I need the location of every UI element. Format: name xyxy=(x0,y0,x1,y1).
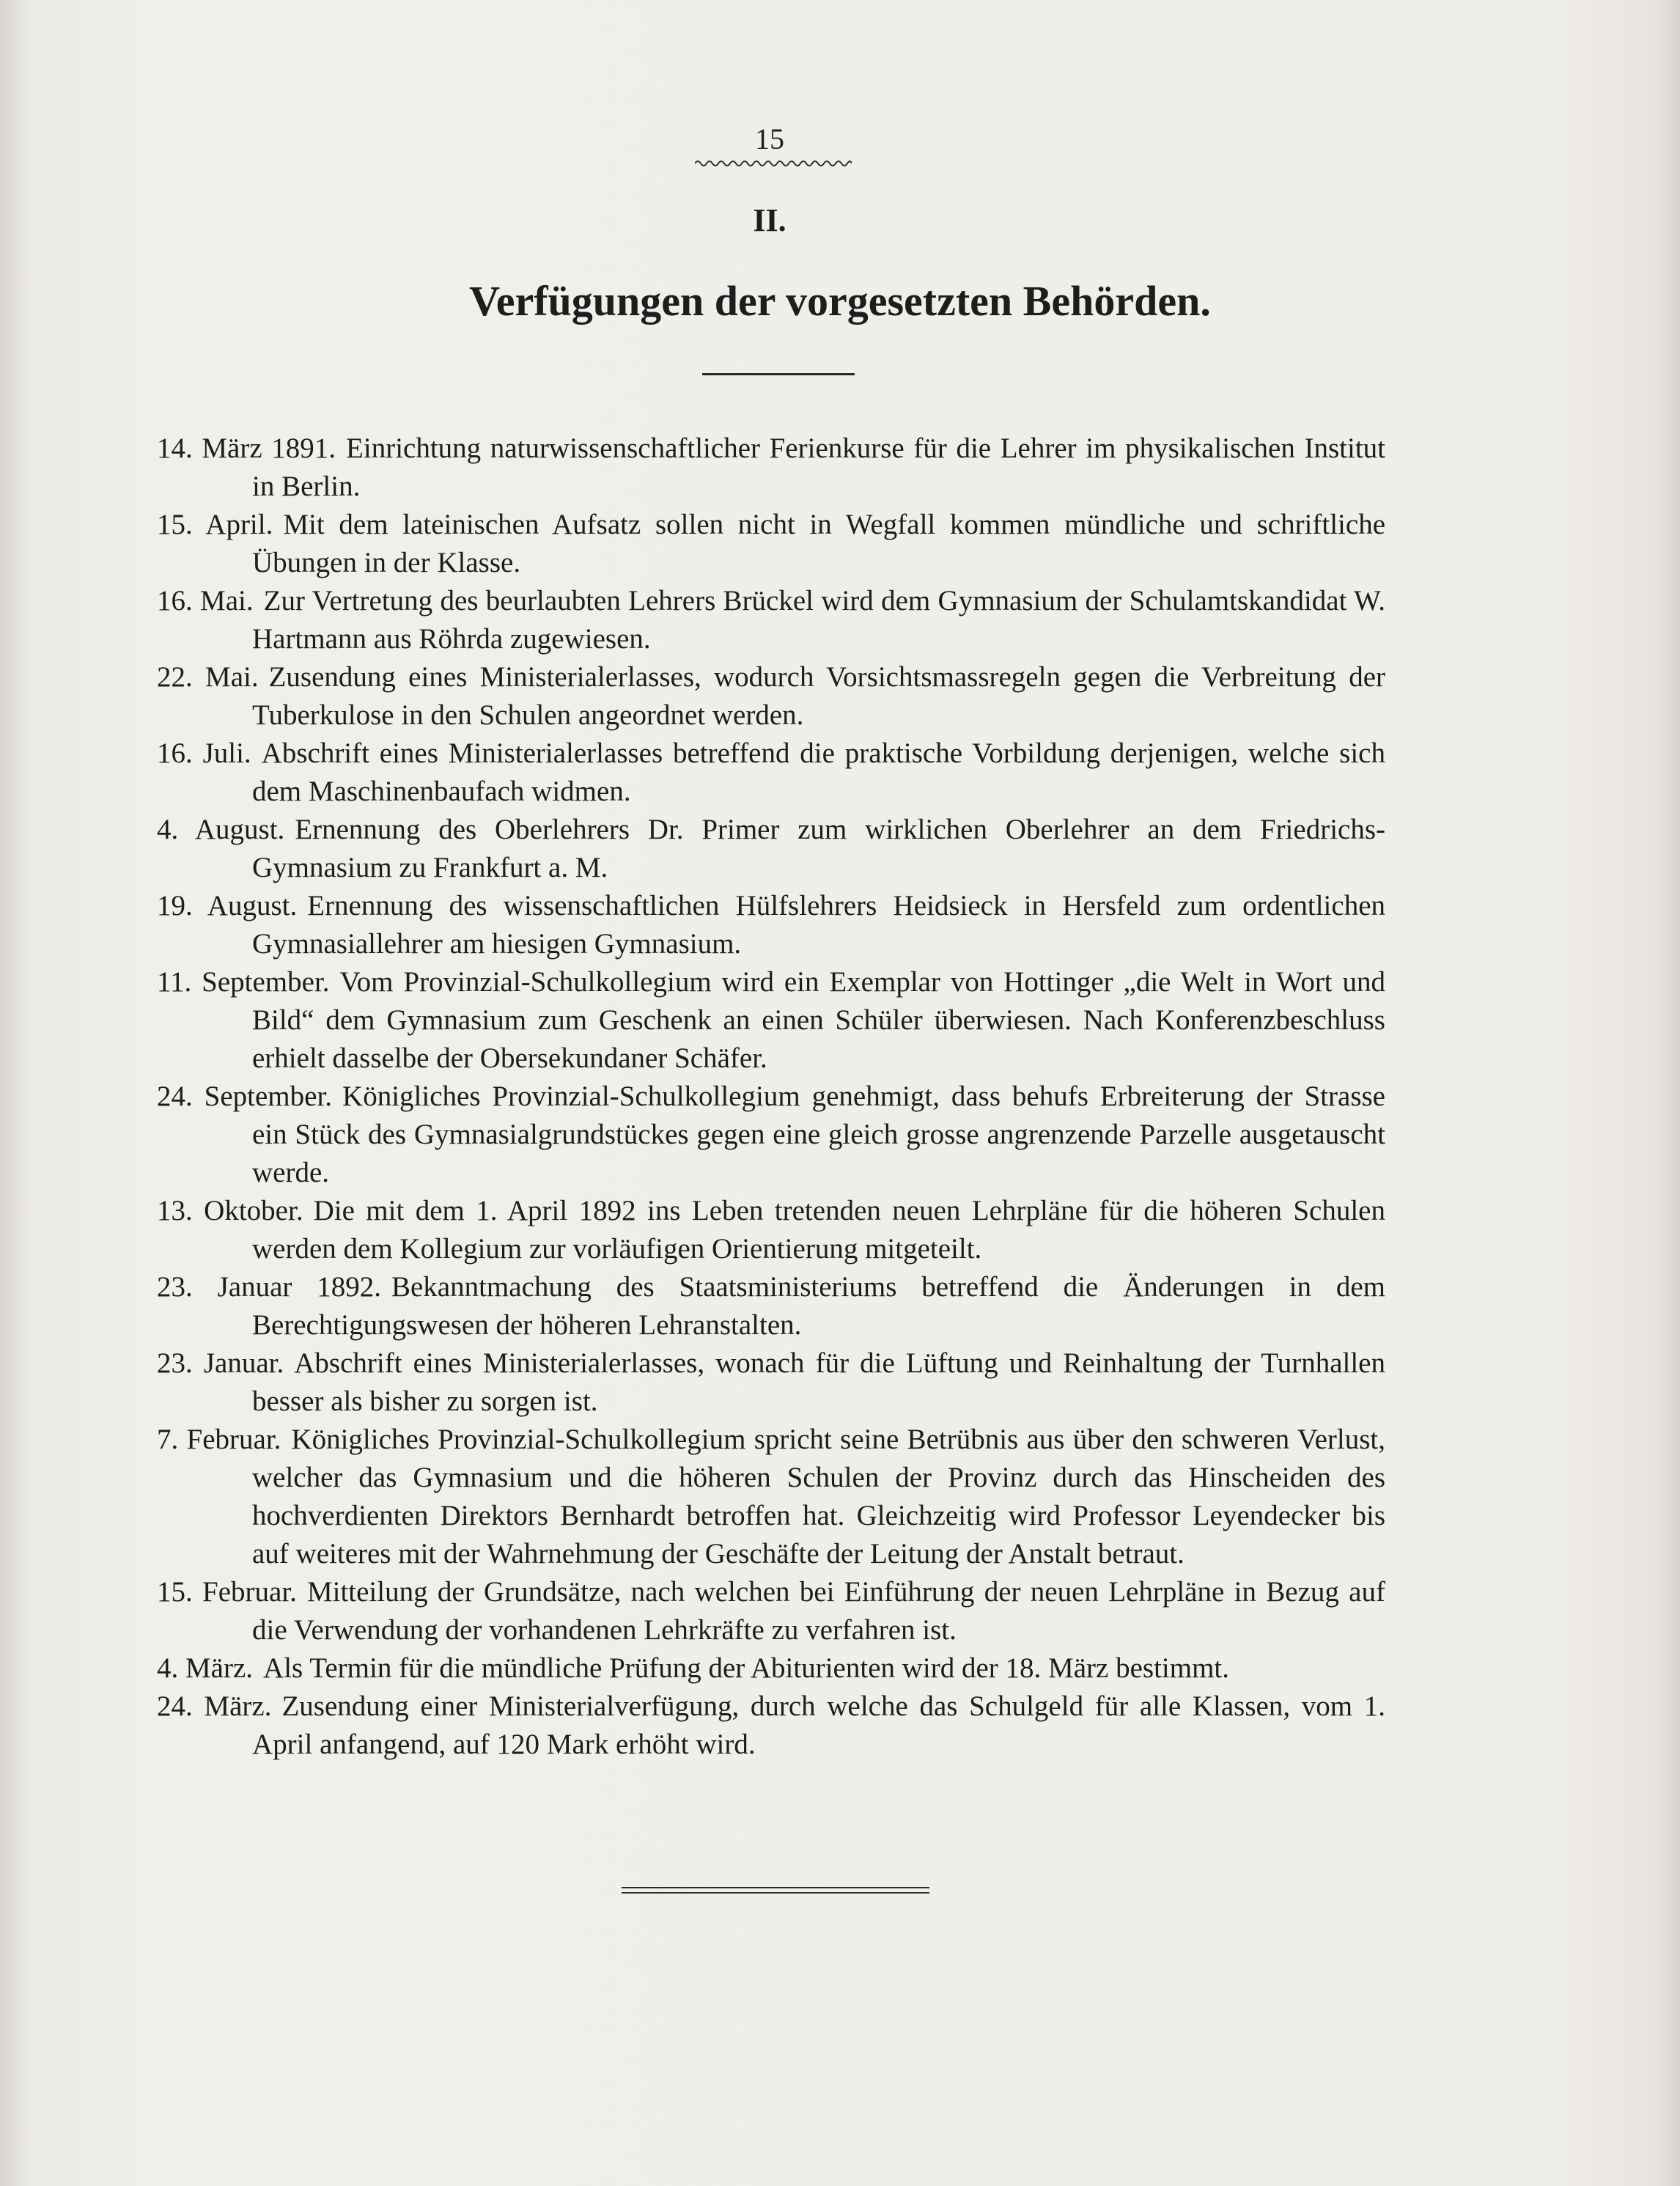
entry-date: 22. Mai. xyxy=(157,661,259,693)
entry-text: Ernennung des wissenschaftlichen Hülfslehrers Heidsieck in Hersfeld zum ordentlichen Gymnasiallehrer am hiesigen Gymnasium. xyxy=(252,890,1386,960)
entry-text: Königliches Provinzial-Schulkollegium genehmigt, dass behufs Erbreiterung der Strasse ein Stück des Gymnasialgrundstückes gegen eine gleich grosse angrenzende Parzelle ausgetauscht werde. xyxy=(252,1081,1385,1188)
section-title: Verfügungen der vorgesetzten Behörden. xyxy=(469,277,1211,325)
entry-text: Abschrift eines Ministerialerlasses betreffend die praktische Vorbildung derjenigen, welche sich dem Maschinenbaufach widmen. xyxy=(252,737,1385,807)
decree-entry xyxy=(157,1192,1385,1268)
decree-entry xyxy=(157,811,1385,887)
entry-text: Abschrift eines Ministerialerlasses, wonach für die Lüftung und Reinhaltung der Turnhallen besser als bisher zu sorgen ist. xyxy=(252,1347,1385,1417)
entry-text: Bekanntmachung des Staatsministeriums betreffend die Änderungen in dem Berechtigungswesen der höheren Lehranstalten. xyxy=(252,1271,1385,1341)
title-divider xyxy=(702,373,855,375)
entry-date: 15. April. xyxy=(157,509,273,540)
closing-double-rule xyxy=(622,1887,929,1899)
decree-list xyxy=(157,430,1385,1764)
entry-text: Königliches Provinzial-Schulkollegium spricht seine Betrübnis aus über den schweren Verlust, welcher das Gymnasium und die höheren Schulen der Provinz durch das Hinscheiden des hochverdienten Direktors Bernhardt betroffen hat. Gleichzeitig wird Professor Leyendecker bis auf weiteres mit der Wahrnehmung der Geschäfte der Leitung der Anstalt betraut. xyxy=(252,1424,1385,1569)
entry-date: 4. August. xyxy=(157,814,285,845)
decree-entry xyxy=(157,658,1385,735)
entry-date: 23. Januar 1892. xyxy=(157,1271,381,1303)
section-number: II. xyxy=(753,202,786,238)
decree-entry xyxy=(157,506,1385,582)
decree-entry xyxy=(157,1649,1385,1688)
entry-date: 24. September. xyxy=(157,1081,333,1112)
entry-text: Mitteilung der Grundsätze, nach welchen bei Einführung der neuen Lehrpläne in Bezug auf die Verwendung der vorhandenen Lehrkräfte zu verfahren ist. xyxy=(252,1576,1385,1646)
decree-entry xyxy=(157,1688,1385,1764)
entry-text: Zusendung eines Ministerialerlasses, wodurch Vorsichtsmassregeln gegen die Verbreitung der Tuberkulose in den Schulen angeordnet werden. xyxy=(252,661,1385,731)
entry-text: Ernennung des Oberlehrers Dr. Primer zum wirklichen Oberlehrer an dem Friedrichs-Gymnasium zu Frankfurt a. M. xyxy=(252,814,1386,883)
decree-entry xyxy=(157,735,1385,811)
wavy-ornament-rule xyxy=(695,158,852,169)
decree-entry xyxy=(157,1421,1385,1573)
decree-entry xyxy=(157,963,1385,1078)
entry-text: Zur Vertretung des beurlaubten Lehrers Brückel wird dem Gymnasium der Schulamtskandidat W. Hartmann aus Röhrda zugewiesen. xyxy=(252,585,1385,655)
entry-date: 16. Mai. xyxy=(157,585,254,617)
closing-rule-line xyxy=(622,1887,929,1888)
entry-date: 13. Oktober. xyxy=(157,1195,303,1226)
decree-entry xyxy=(157,1078,1385,1192)
entry-text: Vom Provinzial-Schulkollegium wird ein Exemplar von Hottinger „die Welt in Wort und Bild“ dem Gymnasium zum Geschenk an einen Schüler überwiesen. Nach Konferenzbeschluss erhielt dasselbe der Obersekundaner Schäfer. xyxy=(252,966,1385,1074)
entry-text: Als Termin für die mündliche Prüfung der Abiturienten wird der 18. März bestimmt. xyxy=(263,1652,1229,1684)
entry-date: 15. Februar. xyxy=(157,1576,297,1608)
entry-text: Die mit dem 1. April 1892 ins Leben tretenden neuen Lehrpläne für die höheren Schulen werden dem Kollegium zur vorläufigen Orientierung mitgeteilt. xyxy=(252,1195,1385,1265)
entry-date: 16. Juli. xyxy=(157,737,251,769)
page-number: 15 xyxy=(755,122,784,155)
closing-rule-line xyxy=(622,1892,929,1894)
decree-entry xyxy=(157,887,1385,963)
decree-entry xyxy=(157,1344,1385,1421)
entry-text: Einrichtung naturwissenschaftlicher Ferienkurse für die Lehrer im physikalischen Institut in Berlin. xyxy=(252,433,1385,502)
entry-date: 4. März. xyxy=(157,1652,254,1684)
entry-date: 7. Februar. xyxy=(157,1424,281,1455)
decree-entry xyxy=(157,1268,1385,1344)
decree-entry xyxy=(157,582,1385,658)
entry-text: Mit dem lateinischen Aufsatz sollen nicht in Wegfall kommen mündliche und schriftliche Übungen in der Klasse. xyxy=(252,509,1386,578)
decree-entry xyxy=(157,430,1385,506)
entry-text: Zusendung einer Ministerialverfügung, durch welche das Schulgeld für alle Klassen, vom 1. April anfangend, auf 120 Mark erhöht wird. xyxy=(252,1690,1385,1760)
entry-date: 23. Januar. xyxy=(157,1347,284,1379)
entry-date: 19. August. xyxy=(157,890,298,921)
entry-date: 24. März. xyxy=(157,1690,272,1722)
entry-date: 11. September. xyxy=(157,966,330,998)
entry-date: 14. März 1891. xyxy=(157,433,336,464)
decree-entry xyxy=(157,1573,1385,1649)
